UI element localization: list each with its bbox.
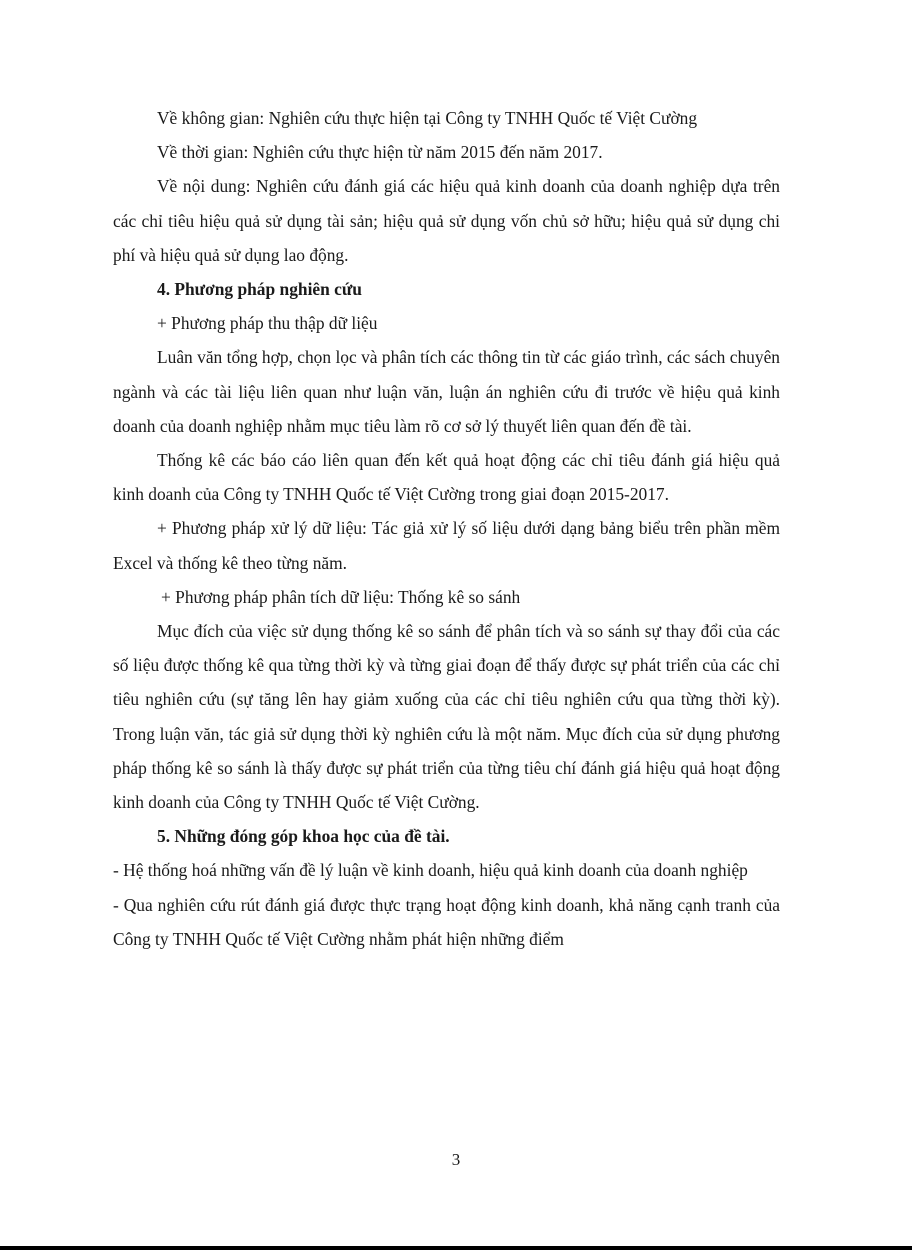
paragraph-literature: Luân văn tổng hợp, chọn lọc và phân tích các thông tin từ các giáo trình, các sách chuyên ngành và các tài liệu liên quan như luận văn, luận án nghiên cứu đi trước về hiệu quả kinh doanh của doanh nghiệp nhằm mục tiêu làm rõ cơ sở lý thuyết liên quan đến đề tài. (113, 347, 780, 436)
paragraph-statistics: Thống kê các báo cáo liên quan đến kết quả hoạt động các chỉ tiêu đánh giá hiệu quả kinh doanh của Công ty TNHH Quốc tế Việt Cường trong giai đoạn 2015-2017. (113, 450, 780, 505)
paragraph-scope-space: Về không gian: Nghiên cứu thực hiện tại Công ty TNHH Quốc tế Việt Cường (157, 108, 698, 128)
paragraph-data-collection: + Phương pháp thu thập dữ liệu (157, 313, 378, 334)
paragraph-data-processing: + Phương pháp xử lý dữ liệu: Tác giả xử lý số liệu dưới dạng bảng biểu trên phần mềm Excel và thống kê theo từng năm. (113, 518, 780, 573)
paragraph-contribution-2: - Qua nghiên cứu rút đánh giá được thực trạng hoạt động kinh doanh, khả năng cạnh tranh của Công ty TNHH Quốc tế Việt Cường nhằm phát hiện những điểm (113, 894, 780, 949)
paragraph-contribution-1: - Hệ thống hoá những vấn đề lý luận về kinh doanh, hiệu quả kinh doanh của doanh nghiệp (113, 860, 748, 881)
paragraph-comparison-purpose: Mục đích của việc sử dụng thống kê so sánh để phân tích và so sánh sự thay đổi của các số liệu được thống kê qua từng thời kỳ và từng giai đoạn để thấy được sự phát triển của các chỉ tiêu nghiên cứu (sự tăng lên hay giảm xuống của các chỉ tiêu nghiên cứu qua từng thời kỳ). Trong luận văn, tác giả sử dụng thời kỳ nghiên cứu là một năm. Mục đích của sử dụng phương pháp thống kê so sánh là thấy được sự phát triển của từng tiêu chí đánh giá hiệu quả hoạt động kinh doanh của Công ty TNHH Quốc tế Việt Cường. (113, 621, 780, 813)
section-heading-methods: 4. Phương pháp nghiên cứu (157, 279, 362, 300)
section-heading-contributions: 5. Những đóng góp khoa học của đề tài. (157, 826, 450, 847)
page-number: 3 (451, 1150, 461, 1169)
body-text (113, 101, 780, 956)
bottom-border (0, 1246, 912, 1250)
paragraph-scope-content: Về nội dung: Nghiên cứu đánh giá các hiệu quả kinh doanh của doanh nghiệp dựa trên các chỉ tiêu hiệu quả sử dụng tài sản; hiệu quả sử dụng vốn chủ sở hữu; hiệu quả sử dụng chi phí và hiệu quả sử dụng lao động. (113, 176, 780, 265)
paragraph-scope-time: Về thời gian: Nghiên cứu thực hiện từ năm 2015 đến năm 2017. (157, 142, 603, 163)
paragraph-data-analysis: + Phương pháp phân tích dữ liệu: Thống kê so sánh (161, 586, 521, 607)
